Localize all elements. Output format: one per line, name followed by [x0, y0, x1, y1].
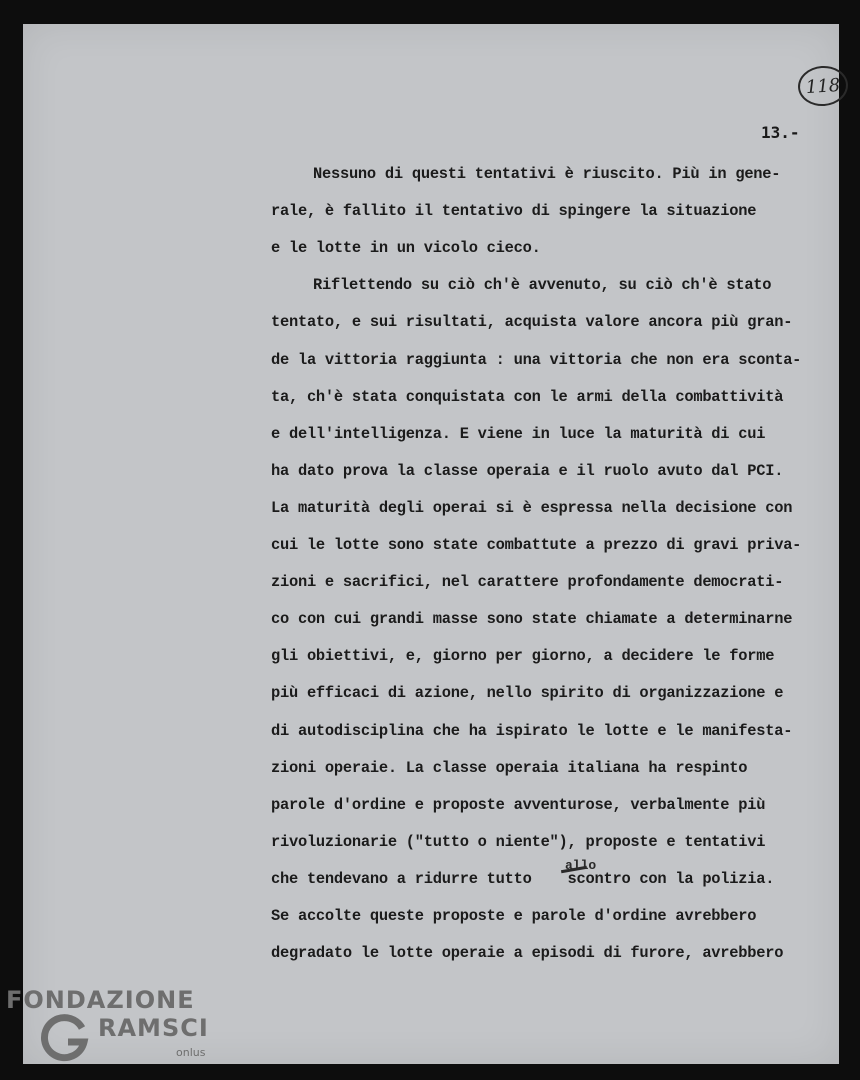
text-line: de la vittoria raggiunta : una vittoria che non era sconta- [271, 350, 802, 369]
text-line: zioni operaie. La classe operaia italiana ha respinto [271, 758, 748, 777]
text-line: cui le lotte sono state combattute a prezzo di gravi priva- [271, 536, 802, 554]
logo-text-line1: FONDAZIONE [6, 986, 195, 1014]
text-line: zioni e sacrifici, nel carattere profondamente democrati- [271, 573, 784, 592]
page-number: 13.- [761, 123, 800, 142]
text-line: ha dato prova la classe operaia e il ruolo avuto dal PCI. [271, 461, 784, 480]
text-line: La maturità degli operai si è espressa nella decisione con [271, 498, 793, 517]
text-line: di autodisciplina che ha ispirato le lotte e le manifesta- [271, 721, 793, 740]
text-line: rale, è fallito il tentativo di spingere la situazione [271, 202, 757, 221]
text-line: più efficaci di azione, nello spirito di organizzazione e [271, 684, 784, 703]
text-line: tentato, e sui risultati, acquista valore ancora più gran- [271, 313, 793, 332]
text-line: Nessuno di questi tentativi è riuscito. Più in gene- [313, 165, 781, 183]
logo-suffix: onlus [176, 1046, 206, 1059]
handwritten-insertion: allo [565, 858, 597, 873]
archive-number-stamp: 118 [797, 64, 850, 107]
text-line: Riflettendo su ciò ch'è avvenuto, su ciò ch'è stato [313, 276, 772, 295]
text-line: co con cui grandi masse sono state chiamate a determinarne [271, 610, 793, 629]
text-line: che tendevano a ridurre tutto scontro con la polizia. [271, 869, 775, 888]
logo-text-line2: RAMSCI [98, 1014, 209, 1042]
text-line: parole d'ordine e proposte avventurose, verbalmente più [271, 795, 766, 814]
text-line: e dell'intelligenza. E viene in luce la maturità di cui [271, 424, 766, 443]
text-line: e le lotte in un vicolo cieco. [271, 239, 541, 258]
text-line: gli obiettivi, e, giorno per giorno, a decidere le forme [271, 647, 775, 666]
fondazione-gramsci-logo [6, 986, 226, 1066]
text-line: ta, ch'è stata conquistata con le armi della combattività [271, 387, 784, 406]
text-line: degradato le lotte operaie a episodi di furore, avrebbero [271, 944, 784, 963]
text-line: Se accolte queste proposte e parole d'ordine avrebbero [271, 907, 757, 925]
text-line: rivoluzionarie ("tutto o niente"), proposte e tentativi [271, 832, 766, 851]
logo-g-icon [40, 1012, 90, 1062]
